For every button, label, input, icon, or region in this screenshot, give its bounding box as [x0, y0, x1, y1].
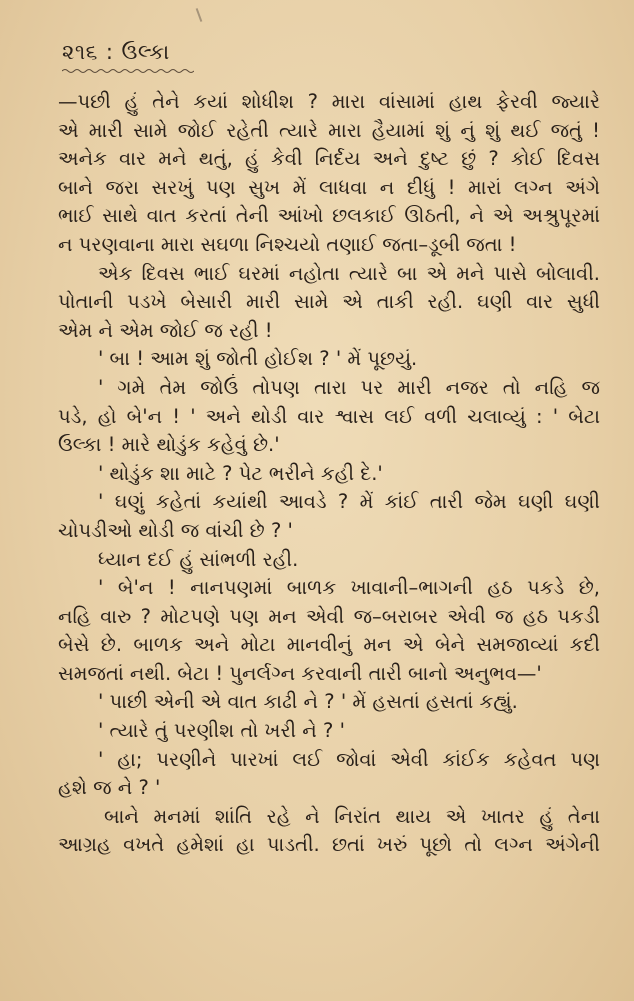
text-line: અનેક વાર મને થતું, હું કેવી નિર્દય અને દુષ્ટ છું ? કોઈ દિવસ [58, 147, 600, 171]
text-line: ધ્યાન દઈ હું સાંભળી રહી. [98, 547, 299, 571]
running-title: ઉલ્કા [121, 40, 170, 64]
text-line: પોતાની પડખે બેસારી મારી સામે એ તાકી રહી. ઘણી વાર સુધી [58, 290, 600, 314]
text-line: બાને મનમાં શાંતિ રહે ને નિરાંત થાય એ ખાતર હું તેના [104, 804, 600, 828]
body-text [58, 88, 600, 860]
text-line: આગ્રહ વખતે હમેશાં હા પાડતી. છતાં ખરું પૂછો તો લગ્ન અંગેની [58, 833, 600, 857]
text-line: ચોપડીઓ થોડી જ વાંચી છે ? ' [58, 518, 293, 542]
running-header [62, 40, 170, 65]
text-line: બાને જરા સરખું પણ સુખ મેં લાધવા ન દીધું ! મારાં લગ્ન અંગે [58, 175, 600, 199]
text-line: ' બા ! આમ શું જોતી હોઈશ ? ' મેં પૂછયું. [98, 347, 418, 371]
text-line: ' ઘણું કહેતાં કયાંથી આવડે ? મેં કાંઈ તારી જેમ ઘણી ઘણી [98, 490, 600, 514]
paper-speck [196, 8, 203, 22]
text-line: ન પરણવાના મારા સઘળા નિશ્ચયો તણાઈ જતા–ડૂબી જતા ! [58, 232, 517, 256]
text-line: એક દિવસ ભાઈ ઘરમાં નહોતા ત્યારે બા એ મને પાસે બોલાવી. [98, 261, 600, 285]
text-line: સમજતાં નથી. બેટા ! પુનર્લગ્ન કરવાની તારી બાનો અનુભવ—' [58, 661, 542, 685]
text-line: —પછી હું તેને કયાં શોધીશ ? મારા વાંસામાં હાથ ફેરવી જ્યારે [58, 90, 600, 113]
page-number: ૨૧૬ [62, 40, 98, 64]
header-wavy-rule [62, 68, 194, 74]
text-line: ' પાછી એની એ વાત કાઢી ને ? ' મેં હસતાં હસતાં કહ્યું. [98, 690, 518, 714]
text-line: બેસે છે. બાળક અને મોટા માનવીનું મન એ બેને સમજાવ્યાં કદી [58, 633, 600, 657]
text-line: ' બે'ન ! નાનપણમાં બાળક ખાવાની–ભાગની હઠ પકડે છે, [98, 576, 600, 600]
text-line: નહિ વારુ ? મોટપણે પણ મન એવી જ–બરાબર એવી જ હઠ પકડી [58, 604, 600, 628]
text-line: ' હા; પરણીને પારખાં લઈ જોવાં એવી કાંઈક કહેવત પણ [98, 747, 600, 771]
text-line: ઉલ્કા ! મારે થોડુંક કહેવું છે.' [58, 433, 280, 457]
text-line: ' ત્યારે તું પરણીશ તો ખરી ને ? ' [98, 719, 345, 743]
header-separator: : [105, 40, 114, 64]
text-line: ' થોડુંક શા માટે ? પેટ ભરીને કહી દે.' [98, 461, 383, 485]
text-line: એમ ને એમ જોઈ જ રહી ! [58, 318, 273, 342]
text-line: એ મારી સામે જોઈ રહેતી ત્યારે મારા હૈયામાં શું નું શું થઈ જતું ! [58, 118, 600, 142]
text-line: ભાઈ સાથે વાત કરતાં તેની આંખો છલકાઈ ઊઠતી, ને એ અશ્રુપૂરમાં [58, 204, 600, 228]
text-line: ' ગમે તેમ જોઉં તોપણ તારા પર મારી નજર તો નહિ જ [98, 375, 600, 399]
text-line: હશે જ ને ? ' [58, 776, 161, 800]
text-line: પડે, હો બે'ન ! ' અને થોડી વાર શ્વાસ લઈ વળી ચલાવ્યું : ' બેટા [58, 404, 600, 428]
